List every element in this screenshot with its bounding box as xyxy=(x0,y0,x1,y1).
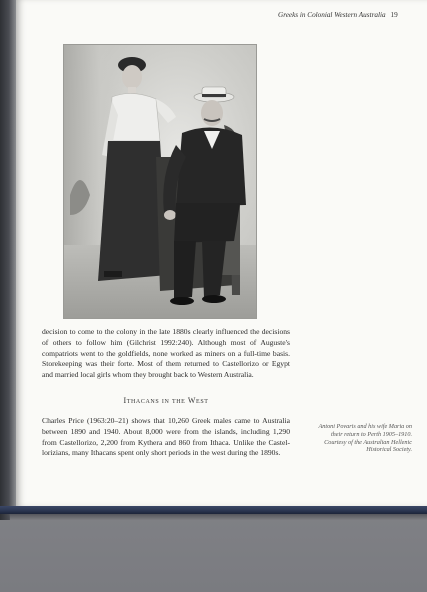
caption-line: Courtesy of the Australian Hellenic xyxy=(324,438,412,446)
text-line: compatriots went to the goldfields, none worked as miners on a full-time basis. xyxy=(42,348,290,358)
text-line: Charles Price (1963:20–21) shows that 10,260 Greek males came to Australia xyxy=(42,416,290,425)
caption-line: Historical Society. xyxy=(366,446,412,454)
photo-caption xyxy=(300,423,412,454)
text-line: Storekeeping was their forte. Most of them returned to Castellorizo or Egypt xyxy=(42,359,290,369)
book-cover-edge xyxy=(0,506,427,514)
body-paragraph-2 xyxy=(42,416,290,459)
text-line: lorizians, many Ithacans spent only short periods in the west during the 1890s. xyxy=(42,448,281,458)
text-line: of others to follow him (Gilchrist 1992:240). Although most of Auguste's xyxy=(42,337,290,347)
body-paragraph-1 xyxy=(42,327,290,381)
page-number: 19 xyxy=(390,11,398,19)
book-spine-edge xyxy=(0,0,16,520)
portrait-photograph-icon xyxy=(63,44,257,319)
text-line: from Castellorizo, 2,200 from Kythera and 860 from Ithaca. Unlike the Castel- xyxy=(42,437,290,447)
text-line: and married local girls whom they brought back to Western Australia. xyxy=(42,370,254,380)
text-line: between 1890 and 1940. About 8,000 were from the islands, including 1,290 xyxy=(42,426,290,436)
caption-line: their return to Perth 1905–1910. xyxy=(330,430,412,438)
caption-line: Antoni Povaris and his wife Maria on xyxy=(318,423,412,430)
scanner-bed-edge xyxy=(10,514,427,520)
text-line: decision to come to the colony in the late 1880s clearly influenced the decisions xyxy=(42,327,290,336)
section-heading: Ithacans in the West xyxy=(123,396,209,405)
running-head-title: Greeks in Colonial Western Australia xyxy=(278,11,386,19)
running-head xyxy=(278,11,427,19)
portrait-figures xyxy=(64,45,256,318)
